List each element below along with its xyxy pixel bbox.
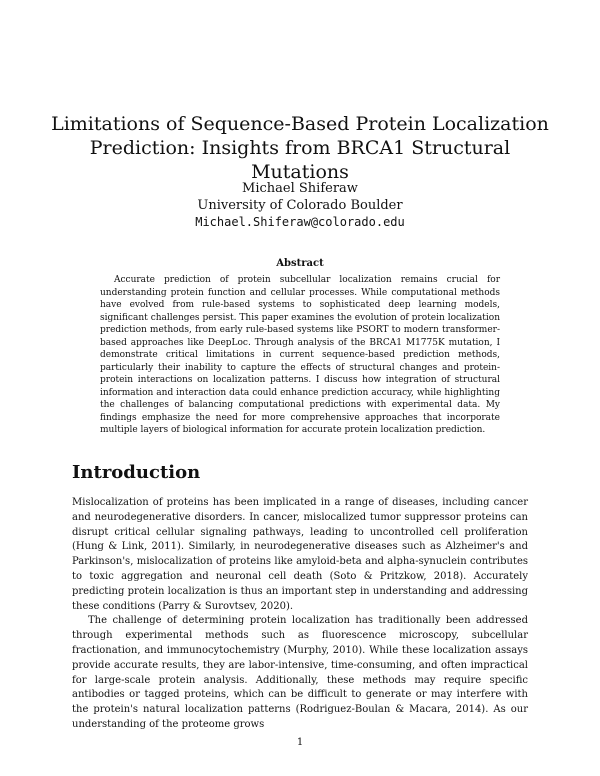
introduction-body xyxy=(72,496,528,733)
page-number: 1 xyxy=(296,737,304,748)
abstract-text: Accurate prediction of protein subcellular localization remains crucial for understanding protein function and cellular processes. While computational methods have evolved from rule-based systems to sophisticated deep learning models, significant challenges persist. This paper examines the evolution of protein localization prediction methods, from early rule-based systems like PSORT to modern transformer-based approaches like DeepLoc. Through analysis of the BRCA1 M1775K mutation, I demonstrate critical limitations in current sequence-based prediction methods, particularly their inability to capture the effects of structural changes and protein-protein interactions on localization patterns. I discuss how integration of structural information and interaction data could enhance prediction accuracy, while highlighting the challenges of balancing computational predictions with experimental data. My findings emphasize the need for more comprehensive approaches that incorporate multiple layers of biological information for accurate protein localization prediction. xyxy=(100,275,500,435)
introduction-paragraph-2: The challenge of determining protein localization has traditionally been addressed through experimental methods such as fluorescence microscopy, subcellular fractionation, and immunocytochemistry (Murphy, 2010). While these localization assays provide accurate results, they are labor-intensive, time-consuming, and often impractical for large-scale protein analysis. Additionally, these methods may require specific antibodies or tagged proteins, which can be difficult to generate or may interfere with the protein's natural localization patterns (Rodriguez-Boulan & Macara, 2014). As our understanding of the proteome grows xyxy=(72,615,528,730)
title-line-2: Prediction: Insights from BRCA1 Structural Mutations xyxy=(89,137,511,183)
author-email: Michael.Shiferaw@colorado.edu xyxy=(195,215,405,229)
title-line-1: Limitations of Sequence-Based Protein Localization xyxy=(51,113,549,135)
abstract-heading: Abstract xyxy=(276,258,324,269)
author-block xyxy=(100,180,500,231)
introduction-heading: Introduction xyxy=(72,462,201,483)
introduction-paragraph-1: Mislocalization of proteins has been implicated in a range of diseases, including cancer and neurodegenerative disorders. In cancer, mislocalized tumor suppressor proteins can disrupt critical cellular signaling pathways, leading to uncontrolled cell proliferation (Hung & Link, 2011). Similarly, in neurodegenerative diseases such as Alzheimer's and Parkinson's, mislocalization of proteins like amyloid-beta and alpha-synuclein contributes to toxic aggregation and neuronal cell death (Soto & Pritzkow, 2018). Accurately predicting protein localization is thus an important step in understanding and addressing these conditions (Parry & Surovtsev, 2020). xyxy=(72,497,528,612)
paper-title xyxy=(40,112,560,184)
author-name: Michael Shiferaw xyxy=(242,181,358,196)
author-affiliation: University of Colorado Boulder xyxy=(197,198,403,213)
